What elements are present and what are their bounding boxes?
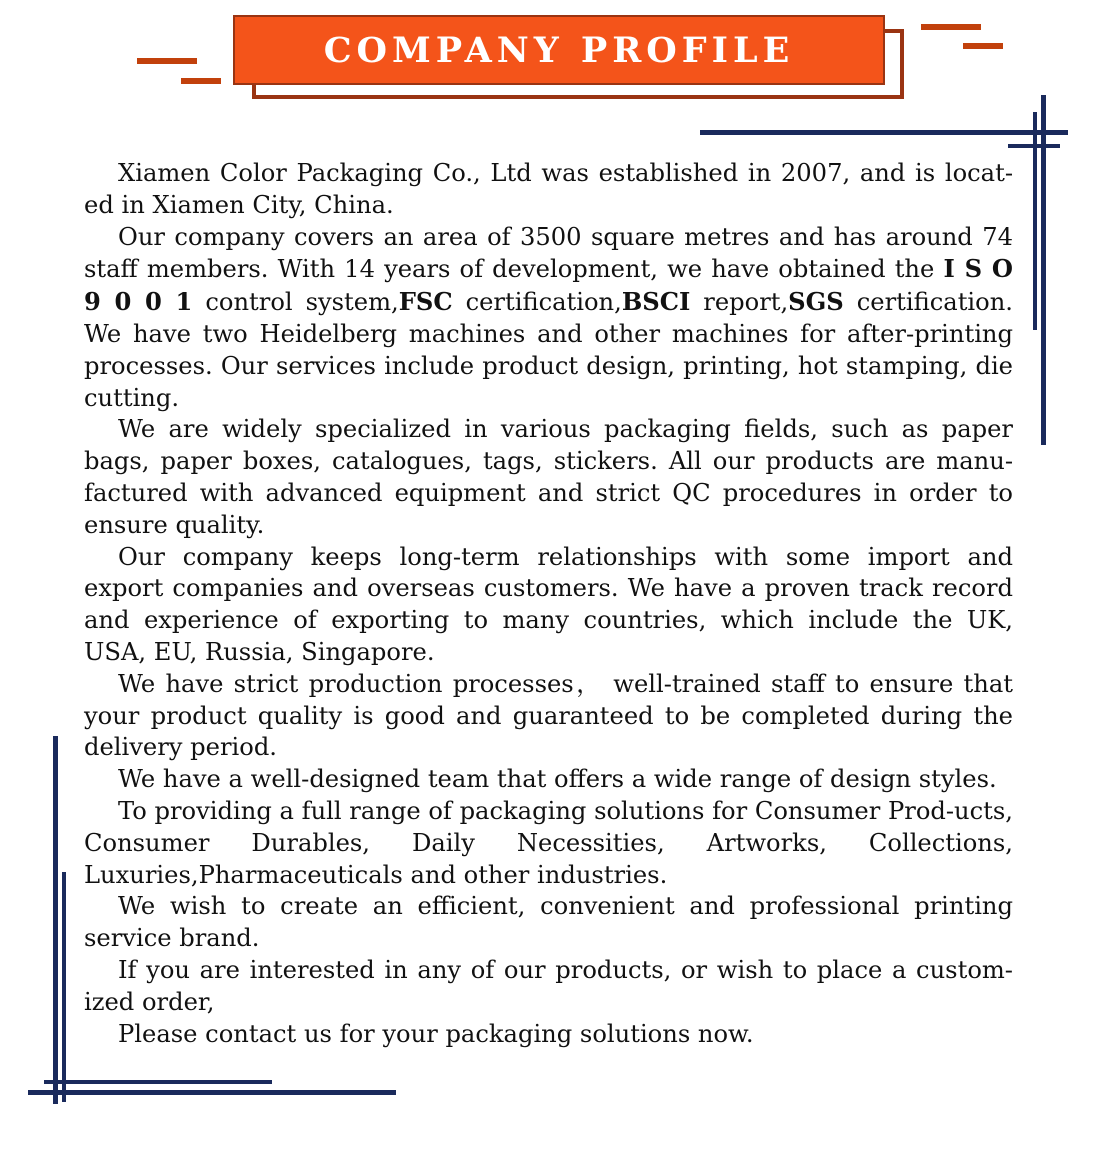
paragraph-text: Our company covers an area of 3500 square metres and has around 74 staff members. With 14 years of development, we have obtained the <box>84 222 1013 284</box>
bottom-left-corner-line-v2 <box>62 872 66 1102</box>
top-left-dash-short <box>181 78 221 84</box>
paragraph <box>84 764 1013 796</box>
top-right-corner-line-v1 <box>1041 95 1046 445</box>
paragraph <box>84 414 1013 541</box>
paragraph-text: We are widely specialized in various packaging fields, such as paper bags, paper boxes, catalogues, tags, stickers. All our products are manu-factured with advanced equipment and strict QC procedures in order to ensure quality. <box>84 415 1013 539</box>
company-profile-text <box>84 158 1013 1050</box>
paragraph-text: control system, <box>192 288 399 317</box>
paragraph-text: certification. We have two Heidelberg machines and other machines for after-printing processes. Our services include product design, printing, hot stamping, die cutting. <box>84 288 1013 412</box>
paragraph-text: Our company keeps long-term relationships with some import and export companies and overseas customers. We have a proven track record and experience of exporting to many countries, which include the UK, USA, EU, Russia, Singapore. <box>84 542 1013 666</box>
highlight-text: FSC <box>398 287 453 317</box>
highlight-text: SGS <box>788 287 844 317</box>
top-right-dash-short <box>963 43 1003 49</box>
paragraph-text: certification, <box>452 288 622 317</box>
paragraph <box>84 955 1013 1019</box>
top-right-corner-line-v2 <box>1033 112 1037 330</box>
paragraph-text: Please contact us for your packaging solutions now. <box>118 1019 754 1048</box>
paragraph <box>84 542 1013 669</box>
highlight-text: BSCI <box>621 287 691 317</box>
paragraph <box>84 669 1013 764</box>
top-right-corner-line-h1 <box>700 130 1068 135</box>
paragraph-text: To providing a full range of packaging solutions for Consumer Prod-ucts, Consumer Durables, Daily Necessities, Artworks, Collections, Luxuries,Pharmaceuticals and other industries. <box>84 796 1013 889</box>
paragraph <box>84 891 1013 955</box>
bottom-left-corner-line-v1 <box>53 736 58 1104</box>
paragraph-text: We wish to create an efficient, convenient and professional printing service brand. <box>84 892 1013 953</box>
bottom-left-corner-line-h2 <box>44 1080 272 1084</box>
paragraph-text: report, <box>690 288 789 317</box>
paragraph <box>84 158 1013 222</box>
title-banner <box>233 15 885 85</box>
paragraph <box>84 222 1013 415</box>
paragraph-text: Xiamen Color Packaging Co., Ltd was established in 2007, and is locat-ed in Xiamen City, China. <box>84 159 1013 219</box>
paragraph <box>84 796 1013 891</box>
paragraph-text: If you are interested in any of our products, or wish to place a custom-ized order, <box>84 955 1013 1016</box>
paragraph <box>84 1019 1013 1051</box>
paragraph-text: We have a well-designed team that offers a wide range of design styles. <box>118 765 997 794</box>
page-title: COMPANY PROFILE <box>323 29 795 71</box>
bottom-left-corner-line-h1 <box>28 1090 396 1095</box>
top-left-dash-long <box>137 58 197 64</box>
paragraph-text: We have strict production processes， well-trained staff to ensure that your product quality is good and guaranteed to be completed during the delivery period. <box>84 669 1013 762</box>
highlight-text: I S O 9 0 0 1 <box>84 254 1013 317</box>
top-right-dash-long <box>921 24 981 30</box>
